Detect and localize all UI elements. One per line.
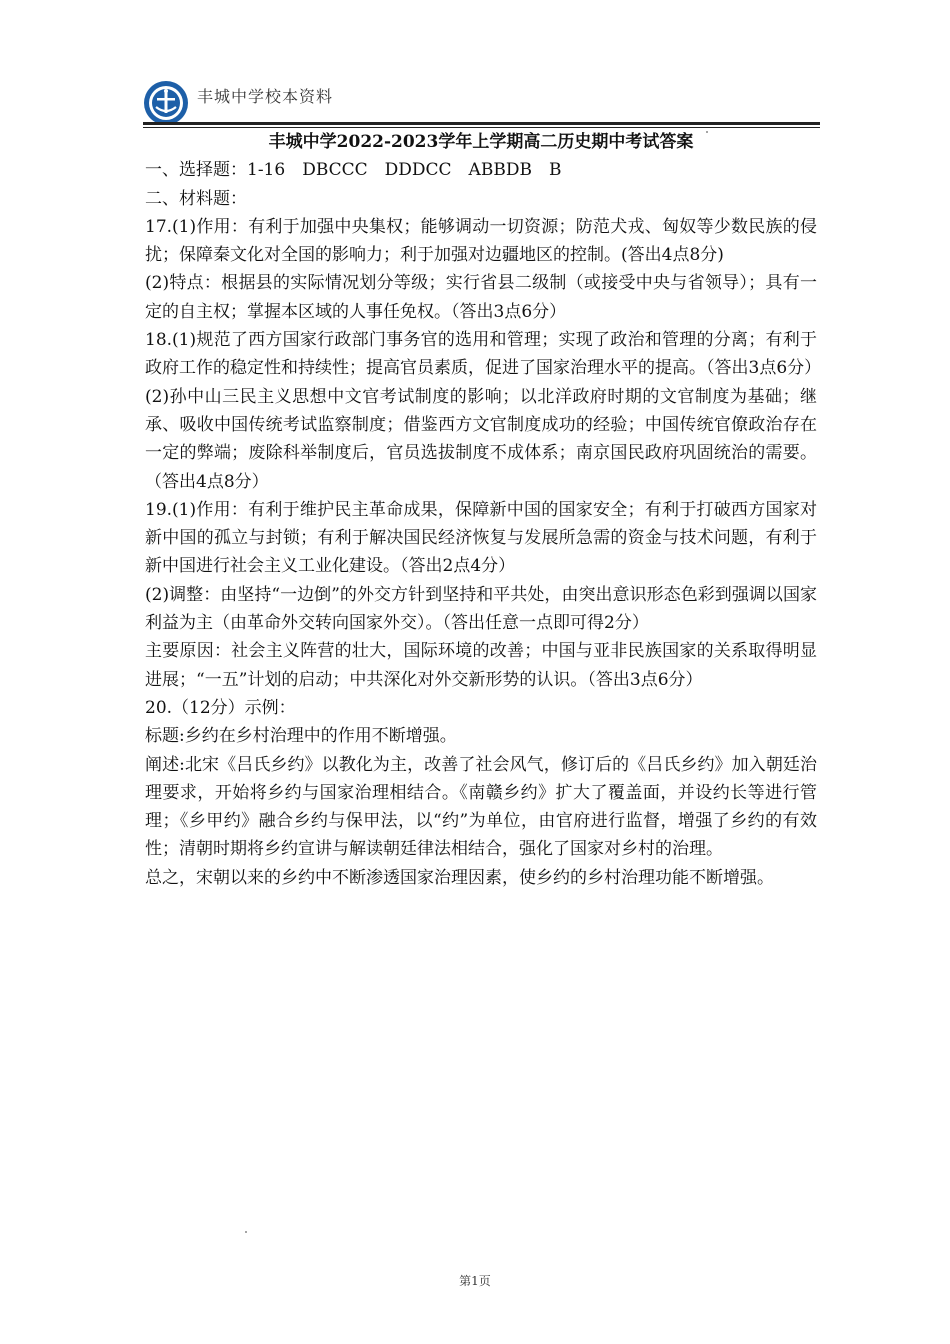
- school-emblem-icon: [143, 80, 189, 126]
- document-title: 丰城中学2022-2023学年上学期高二历史期中考试答案: [268, 132, 694, 152]
- paragraph-q18-2: (2)孙中山三民主义思想中文官考试制度的影响；以北洋政府时期的文官制度为基础；继承、吸收中国传统考试监察制度；借鉴西方文官制度成功的经验；中国传统官僚政治存在一定的弊端；废除科举制度后，官员选拔制度不成体系；南京国民政府巩固统治的需要。（答出4点8分）: [145, 386, 817, 492]
- scan-speck: [245, 1231, 247, 1233]
- paragraph-q17-2: (2)特点：根据县的实际情况划分等级；实行省县二级制（或接受中央与省领导）；具有一定的自主权；掌握本区域的人事任免权。（答出3点6分）: [145, 273, 817, 322]
- paragraph-q19-2: (2)调整：由坚持“一边倒”的外交方针到坚持和平共处，由突出意识形态色彩到强调以国家利益为主（由革命外交转向国家外交）。（答出任意一点即可得2分）: [145, 584, 817, 634]
- page-number: 第1页: [459, 1274, 491, 1288]
- paragraph-material-heading: 二、材料题：: [145, 188, 247, 209]
- header-rule-thick: [143, 122, 820, 125]
- paragraph-q19-1: 19.(1)作用：有利于维护民主革命成果，保障新中国的国家安全；有利于打破西方国家对新中国的孤立与封锁；有利于解决国民经济恢复与发展所急需的资金与技术问题，有利于新中国进行社会主义工业化建设。（答出2点4分）: [145, 499, 817, 577]
- page-footer: [0, 1272, 950, 1289]
- paragraph-q19-reasons: 主要原因：社会主义阵营的壮大，国际环境的改善；中国与亚非民族国家的关系取得明显进展；“一五”计划的启动；中共深化对外交新形势的认识。（答出3点6分）: [145, 641, 817, 690]
- paragraph-choice-answers: 一、选择题：1-16 DBCCC DDDCC ABBDB B: [145, 160, 562, 181]
- school-name: 丰城中学校本资料: [197, 87, 334, 106]
- page-header: [143, 80, 823, 126]
- answer-document: [145, 128, 822, 892]
- scan-speck: [706, 131, 708, 133]
- paragraph-q17-1: 17.(1)作用：有利于加强中央集权；能够调动一切资源；防范犬戎、匈奴等少数民族的侵扰；保障秦文化对全国的影响力；利于加强对边疆地区的控制。(答出4点8分): [145, 216, 817, 266]
- paragraph-q20-heading: 20.（12分）示例：: [145, 697, 296, 718]
- paragraph-q20-title: 标题:乡约在乡村治理中的作用不断增强。: [145, 726, 457, 747]
- paragraph-q20-conclusion: 总之，宋朝以来的乡约中不断渗透国家治理因素，使乡约的乡村治理功能不断增强。: [145, 867, 774, 888]
- paragraph-q20-elaboration: 阐述:北宋《吕氏乡约》以教化为主，改善了社会风气，修订后的《吕氏乡约》加入朝廷治理要求，开始将乡约与国家治理相结合。《南赣乡约》扩大了覆盖面，并设约长等进行管理；《乡甲约》融合乡约与保甲法，以“约”为单位，由官府进行监督，增强了乡约的有效性；清朝时期将乡约宣讲与解读朝廷律法相结合，强化了国家对乡村的治理。: [145, 754, 817, 860]
- paragraph-q18-1: 18.(1)规范了西方国家行政部门事务官的选用和管理；实现了政治和管理的分离；有利于政府工作的稳定性和持续性；提高官员素质，促进了国家治理水平的提高。（答出3点6分）: [145, 330, 822, 379]
